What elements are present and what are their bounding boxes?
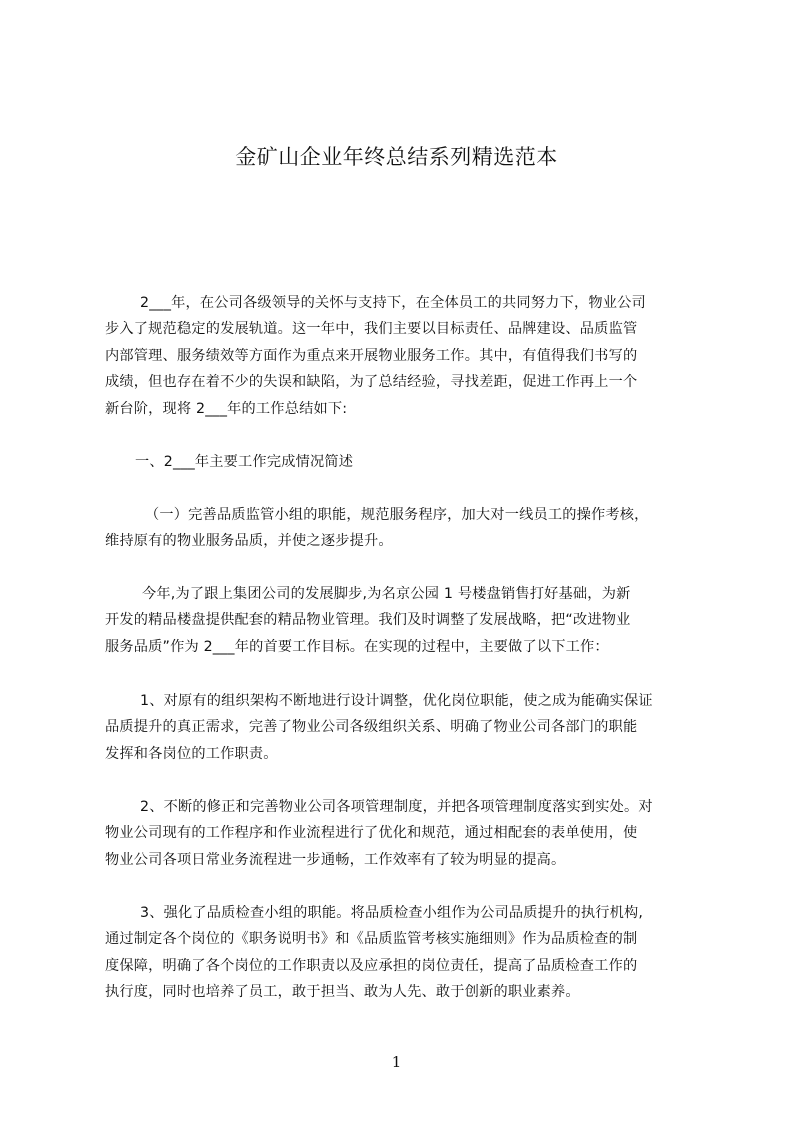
section-heading-1: [105, 449, 705, 475]
paragraph-line: 3、强化了品质检查小组的职能。将品质检查小组作为公司品质提升的执行机构,: [140, 905, 644, 921]
paragraph-intro: [105, 290, 705, 422]
paragraph-line: 执行度，同时也培养了员工，敢于担当、敢为人先、敢于创新的职业素养。: [105, 984, 580, 1001]
paragraph-line: 2___年，在公司各级领导的关怀与支持下，在全体员工的共同努力下，物业公司: [140, 295, 646, 311]
paragraph-line: 维持原有的物业服务品质，并使之逐步提升。: [105, 533, 393, 550]
paragraph-item-2: [105, 794, 705, 873]
page-number: 1: [391, 1053, 402, 1071]
paragraph-item-1: [105, 688, 705, 767]
paragraph-line: 品质提升的真正需求，完善了物业公司各级组织关系、明确了物业公司各部门的职能: [105, 719, 638, 736]
paragraph-line: 成绩，但也存在着不少的失误和缺陷，为了总结经验，寻找差距，促进工作再上一个: [105, 374, 638, 391]
paragraph-line: 服务品质”作为 2___年的首要工作目标。在实现的过程中，主要做了以下工作：: [105, 638, 609, 655]
section-heading-text: 一、2___年主要工作完成情况简述: [135, 454, 354, 470]
paragraph-line: 内部管理、服务绩效等方面作为重点来开展物业服务工作。其中，有值得我们书写的: [105, 347, 638, 364]
paragraph-line: 1、对原有的组织架构不断地进行设计调整，优化岗位职能，使之成为能确实保证: [140, 693, 653, 709]
paragraph-line: 度保障，明确了各个岗位的工作职责以及应承担的岗位责任，提高了品质检查工作的: [105, 957, 638, 974]
paragraph-item-3: [105, 900, 705, 1006]
paragraph-this-year: [105, 581, 705, 660]
paragraph-line: 物业公司各项日常业务流程进一步通畅，工作效率有了较为明显的提高。: [105, 851, 566, 868]
paragraph-line: 通过制定各个岗位的《职务说明书》和《品质监管考核实施细则》作为品质检查的制: [105, 931, 638, 948]
paragraph-line: 物业公司现有的工作程序和作业流程进行了优化和规范，通过相配套的表单使用，使: [105, 825, 638, 842]
paragraph-line: 开发的精品楼盘提供配套的精品物业管理。我们及时调整了发展战略，把“改进物业: [105, 612, 631, 629]
paragraph-subsection-1: [105, 502, 705, 555]
paragraph-line: 今年,为了跟上集团公司的发展脚步,为名京公园 1 号楼盘销售打好基础，为新: [142, 586, 631, 602]
paragraph-line: （一）完善品质监管小组的职能，规范服务程序，加大对一线员工的操作考核，: [145, 507, 649, 523]
paragraph-line: 发挥和各岗位的工作职责。: [105, 745, 278, 762]
paragraph-line: 新台阶，现将 2___年的工作总结如下:: [105, 400, 348, 417]
document-title: 金矿山企业年终总结系列精选范本: [235, 145, 558, 169]
paragraph-line: 步入了规范稳定的发展轨道。这一年中，我们主要以目标责任、品牌建设、品质监管: [105, 321, 638, 338]
paragraph-line: 2、不断的修正和完善物业公司各项管理制度，并把各项管理制度落实到实处。对: [140, 799, 653, 815]
